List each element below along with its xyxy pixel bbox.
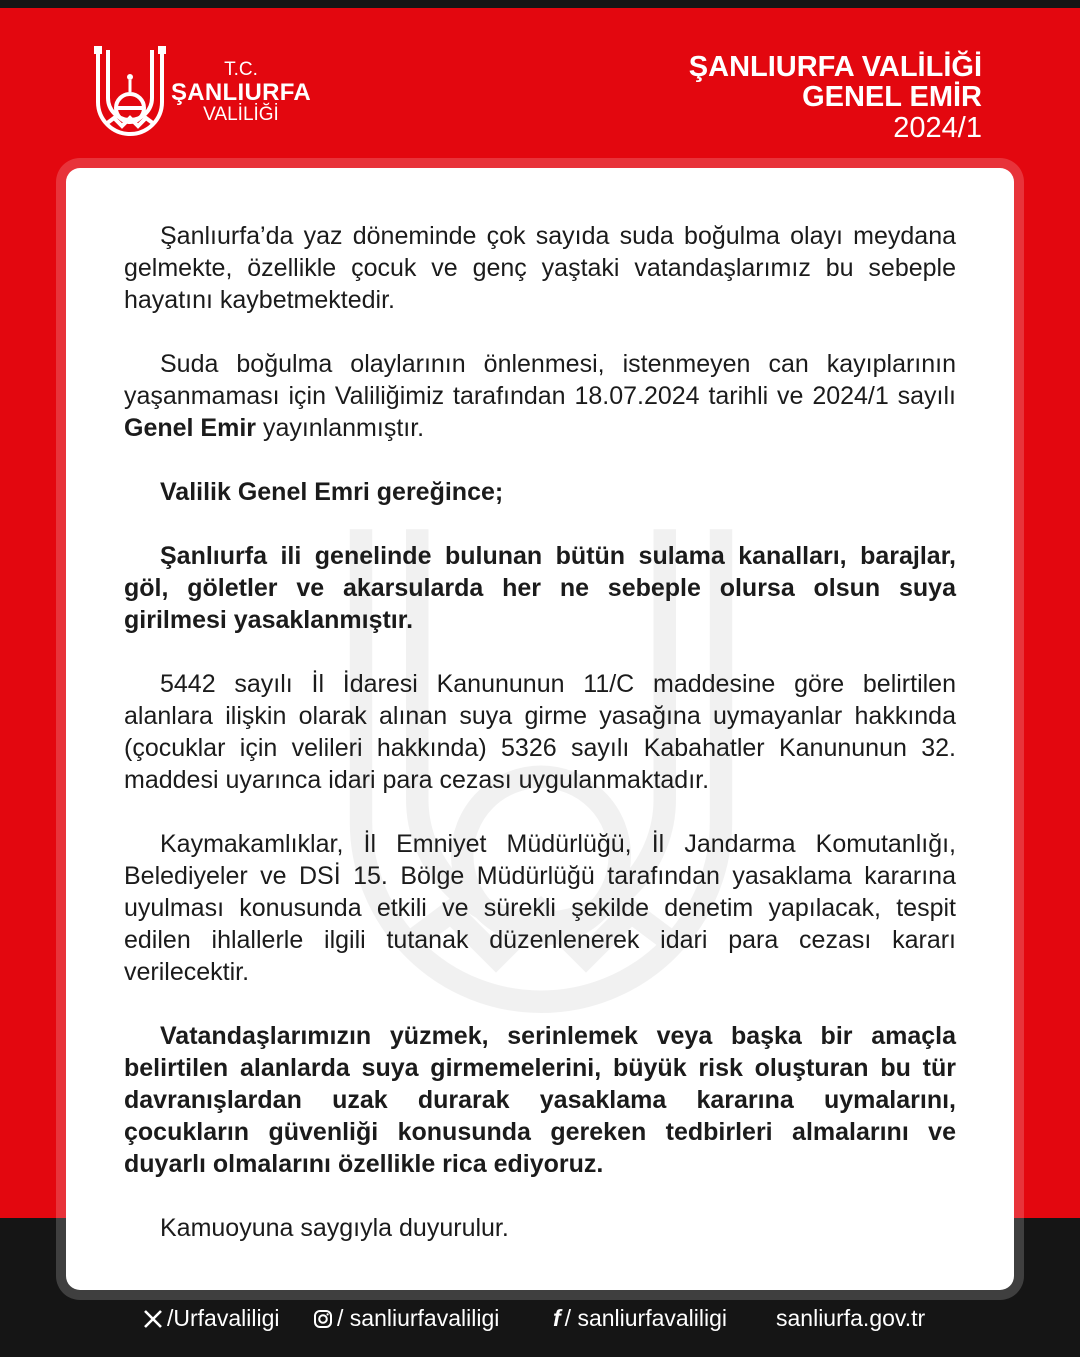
paragraph-kanun: 5442 sayılı İl İdaresi Kanununun 11/C maddesine göre belirtilen alanlara ilişkin olarak alınan suya girme yasağına uymayanlar hakkında (çocuklar için velileri hakkında) 5326 sayılı Kabahatler Kanununun 32. maddesi uyarınca idari para cezası uygulanmaktadır. bbox=[124, 670, 956, 794]
document-card bbox=[66, 168, 1014, 1290]
x-handle: /Urfavaliligi bbox=[167, 1305, 280, 1331]
instagram-link[interactable] bbox=[313, 1305, 499, 1332]
logo-tc: T.C. bbox=[224, 59, 258, 80]
valilik-logo bbox=[90, 46, 320, 146]
x-link[interactable] bbox=[143, 1305, 279, 1332]
paragraph-yasak: Şanlıurfa ili genelinde bulunan bütün sulama kanalları, barajlar, göl, göletler ve akarsularda her ne sebeple olursa olsun suya girilmesi yasaklanmıştır. bbox=[124, 542, 956, 634]
facebook-link[interactable] bbox=[553, 1305, 727, 1332]
top-strip bbox=[0, 0, 1080, 8]
paragraph-duyuru: Kamuoyuna saygıyla duyurulur. bbox=[160, 1214, 509, 1242]
paragraph-intro: Şanlıurfa’da yaz döneminde çok sayıda suda boğulma olayı meydana gelmekte, özellikle çocuk ve genç yaştaki vatandaşlarımız bu sebeple hayatını kaybetmektedir. bbox=[124, 222, 956, 314]
paragraph-rica: Vatandaşlarımızın yüzmek, serinlemek veya başka bir amaçla belirtilen alanlarda suya girmemelerini, büyük risk oluşturan bu tür davranışlardan uzak durarak yasaklama kararına uymalarını, çocukların güvenliği konusunda gereken tedbirleri almalarını ve duyarlı olmalarını özellikle rica ediyoruz. bbox=[124, 1022, 956, 1178]
website-link[interactable] bbox=[776, 1305, 925, 1332]
footer-socials bbox=[0, 1305, 1080, 1341]
header-title: ŞANLIURFA VALİLİĞİ bbox=[688, 51, 982, 83]
paragraph-denetim: Kaymakamlıklar, İl Emniyet Müdürlüğü, İl Jandarma Komutanlığı, Belediyeler ve DSİ 15. Bölge Müdürlüğü tarafından yasaklama kararına uyulması konusunda etkili ve sürekli şekilde denetim yapılacak, tespit edilen ihlallerle ilgili tutanak düzenlenerek idari para cezası kararı verilecektir. bbox=[124, 830, 956, 986]
header-number: 2024/1 bbox=[893, 111, 982, 144]
x-icon bbox=[143, 1309, 163, 1329]
genel-emir-emphasis: Genel Emir bbox=[124, 414, 256, 442]
paragraph-genel-emir-text: Suda boğulma olaylarının önlenmesi, istenmeyen can kayıplarının yaşanmaması için Valiliğimiz tarafından 18.07.2024 tarihli ve 2024/1 sayılı bbox=[124, 350, 956, 410]
facebook-icon: f bbox=[553, 1305, 561, 1331]
paragraph-geregince: Valilik Genel Emri gereğince; bbox=[160, 478, 504, 506]
header-subtitle: GENEL EMİR bbox=[802, 81, 982, 114]
paragraph-genel-emir bbox=[124, 348, 956, 444]
header-title-block bbox=[689, 52, 982, 143]
logo-valiligi: VALİLİĞİ bbox=[203, 104, 279, 126]
facebook-handle: / sanliurfavaliligi bbox=[564, 1305, 728, 1331]
valilik-emblem-icon bbox=[90, 46, 170, 146]
instagram-handle: / sanliurfavaliligi bbox=[337, 1305, 500, 1331]
paragraph-genel-emir-end: yayınlanmıştır. bbox=[256, 414, 425, 442]
website-url: sanliurfa.gov.tr bbox=[776, 1305, 926, 1331]
instagram-icon bbox=[313, 1309, 333, 1329]
logo-city: ŞANLIURFA bbox=[170, 78, 312, 106]
document-body bbox=[124, 220, 956, 1276]
